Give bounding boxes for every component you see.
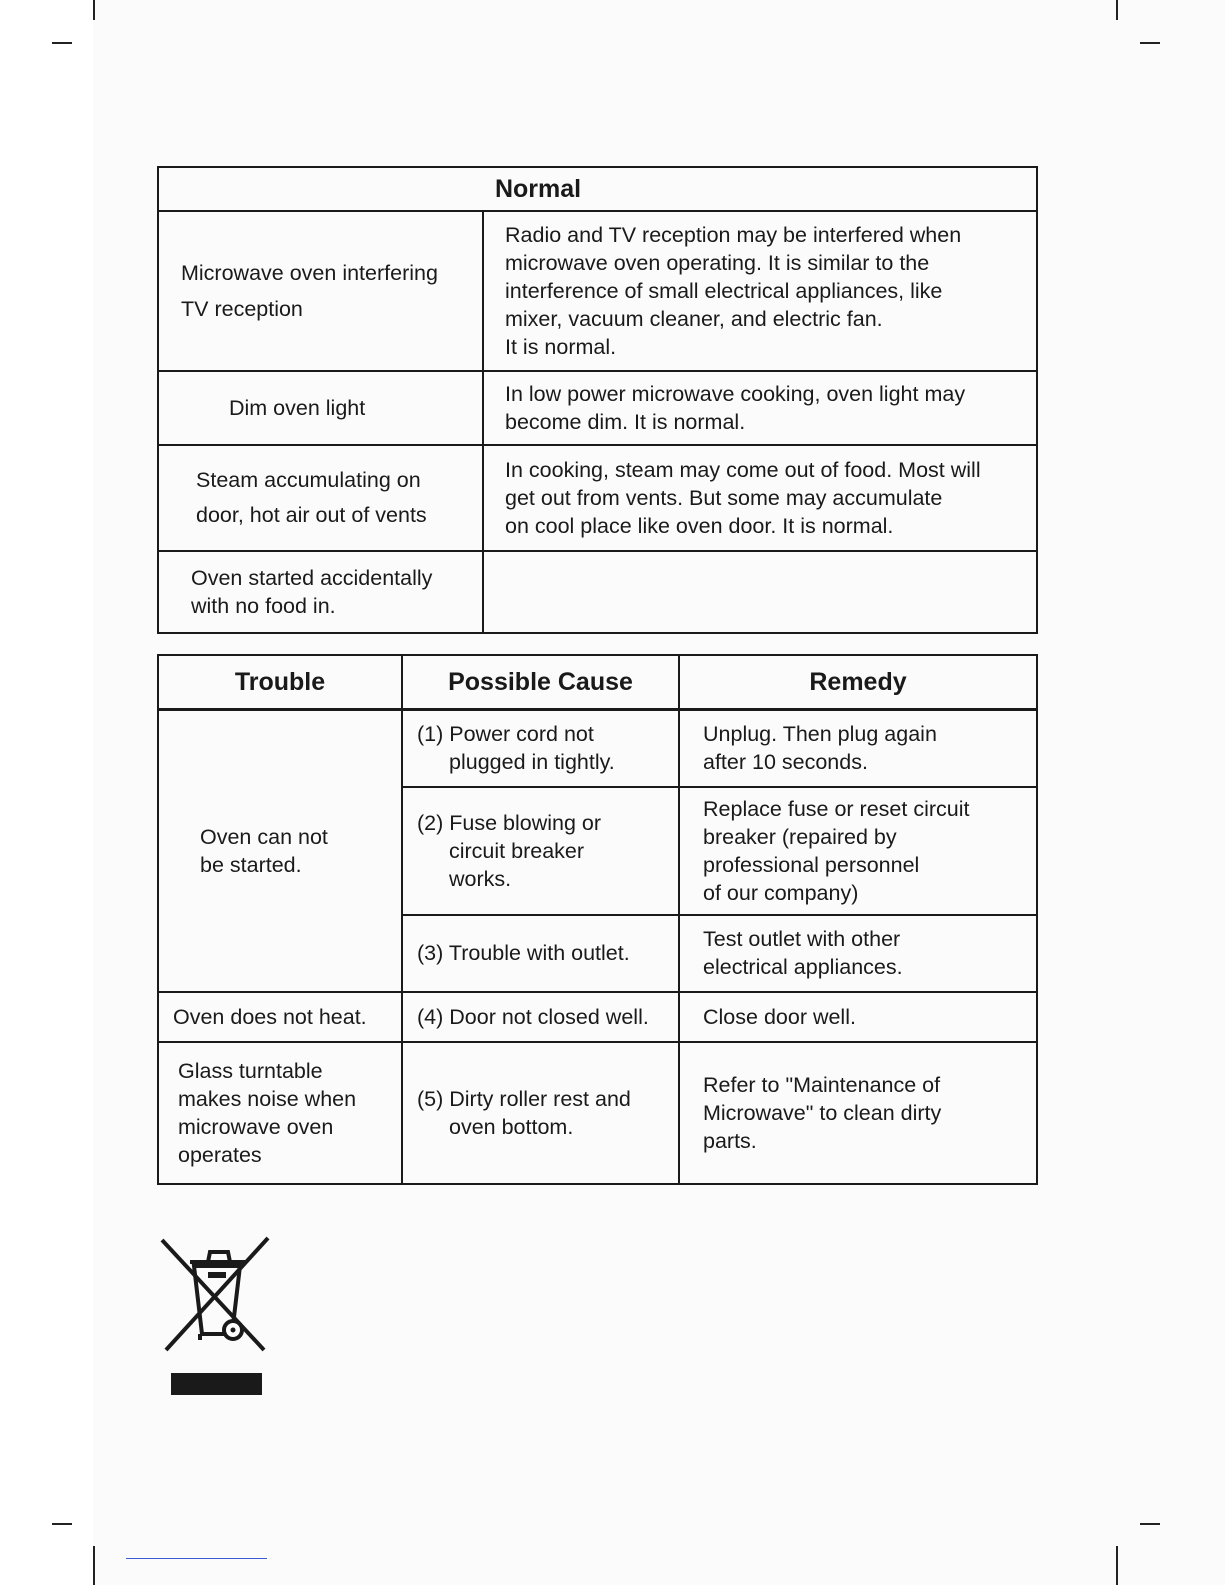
cause-cell — [402, 710, 679, 787]
remedy-header: Remedy — [679, 655, 1037, 710]
cause-line: (2) Fuse blowing or — [417, 810, 602, 835]
cause-line: circuit breaker works. — [449, 838, 585, 891]
remedy-cell: Close door well. — [679, 992, 1037, 1042]
trouble-header: Trouble — [158, 655, 402, 710]
link-underline — [126, 1558, 267, 1559]
remedy-cell: Test outlet with other electrical appliances. — [679, 915, 1037, 992]
crop-mark — [52, 42, 72, 44]
cause-line: (5) Dirty roller rest and — [417, 1086, 631, 1111]
cause-cell — [402, 787, 679, 915]
normal-description: Radio and TV reception may be interfered when microwave oven operating. It is similar to the interference of small electrical appliances, like mixer, vacuum cleaner, and electric fan. It is normal. — [483, 211, 1037, 371]
normal-issue: Microwave oven interfering TV reception — [158, 211, 483, 371]
remedy-cell: Replace fuse or reset circuit breaker (repaired by professional personnel of our company) — [679, 787, 1037, 915]
normal-issue: Dim oven light — [158, 371, 483, 445]
cause-line: (3) Trouble with outlet. — [417, 941, 630, 965]
remedy-cell: Refer to "Maintenance of Microwave" to clean dirty parts. — [679, 1042, 1037, 1184]
cause-line: (1) Power cord not — [417, 722, 594, 747]
crop-mark — [93, 1546, 95, 1585]
trouble-cell: Glass turntable makes noise when microwave oven operates — [158, 1042, 402, 1184]
cause-cell — [402, 992, 679, 1042]
trouble-table — [157, 654, 1038, 1185]
normal-issue: Oven started accidentally with no food in. — [158, 551, 483, 633]
crop-mark — [1116, 1546, 1118, 1585]
crop-mark — [52, 1523, 72, 1525]
cause-header: Possible Cause — [402, 655, 679, 710]
trouble-cell: Oven can not be started. — [158, 710, 402, 992]
normal-issue: Steam accumulating on door, hot air out of vents — [158, 445, 483, 551]
remedy-cell: Unplug. Then plug again after 10 seconds. — [679, 710, 1037, 787]
normal-header: Normal — [158, 167, 1037, 211]
crop-mark — [1116, 0, 1118, 20]
weee-crossed-out-bin-icon — [160, 1236, 272, 1396]
normal-table — [157, 166, 1038, 634]
normal-description: In low power microwave cooking, oven light may become dim. It is normal. — [483, 371, 1037, 445]
normal-description — [483, 551, 1037, 633]
cause-cell — [402, 915, 679, 992]
normal-description: In cooking, steam may come out of food. Most will get out from vents. But some may accumulate on cool place like oven door. It is normal. — [483, 445, 1037, 551]
cause-line: plugged in tightly. — [449, 750, 615, 775]
trouble-cell: Oven does not heat. — [158, 992, 402, 1042]
crop-mark — [1140, 42, 1160, 44]
cause-cell — [402, 1042, 679, 1184]
cause-line: (4) Door not closed well. — [417, 1004, 649, 1029]
crop-mark — [93, 0, 95, 20]
crop-mark — [1140, 1523, 1160, 1525]
cause-line: oven bottom. — [449, 1114, 574, 1139]
